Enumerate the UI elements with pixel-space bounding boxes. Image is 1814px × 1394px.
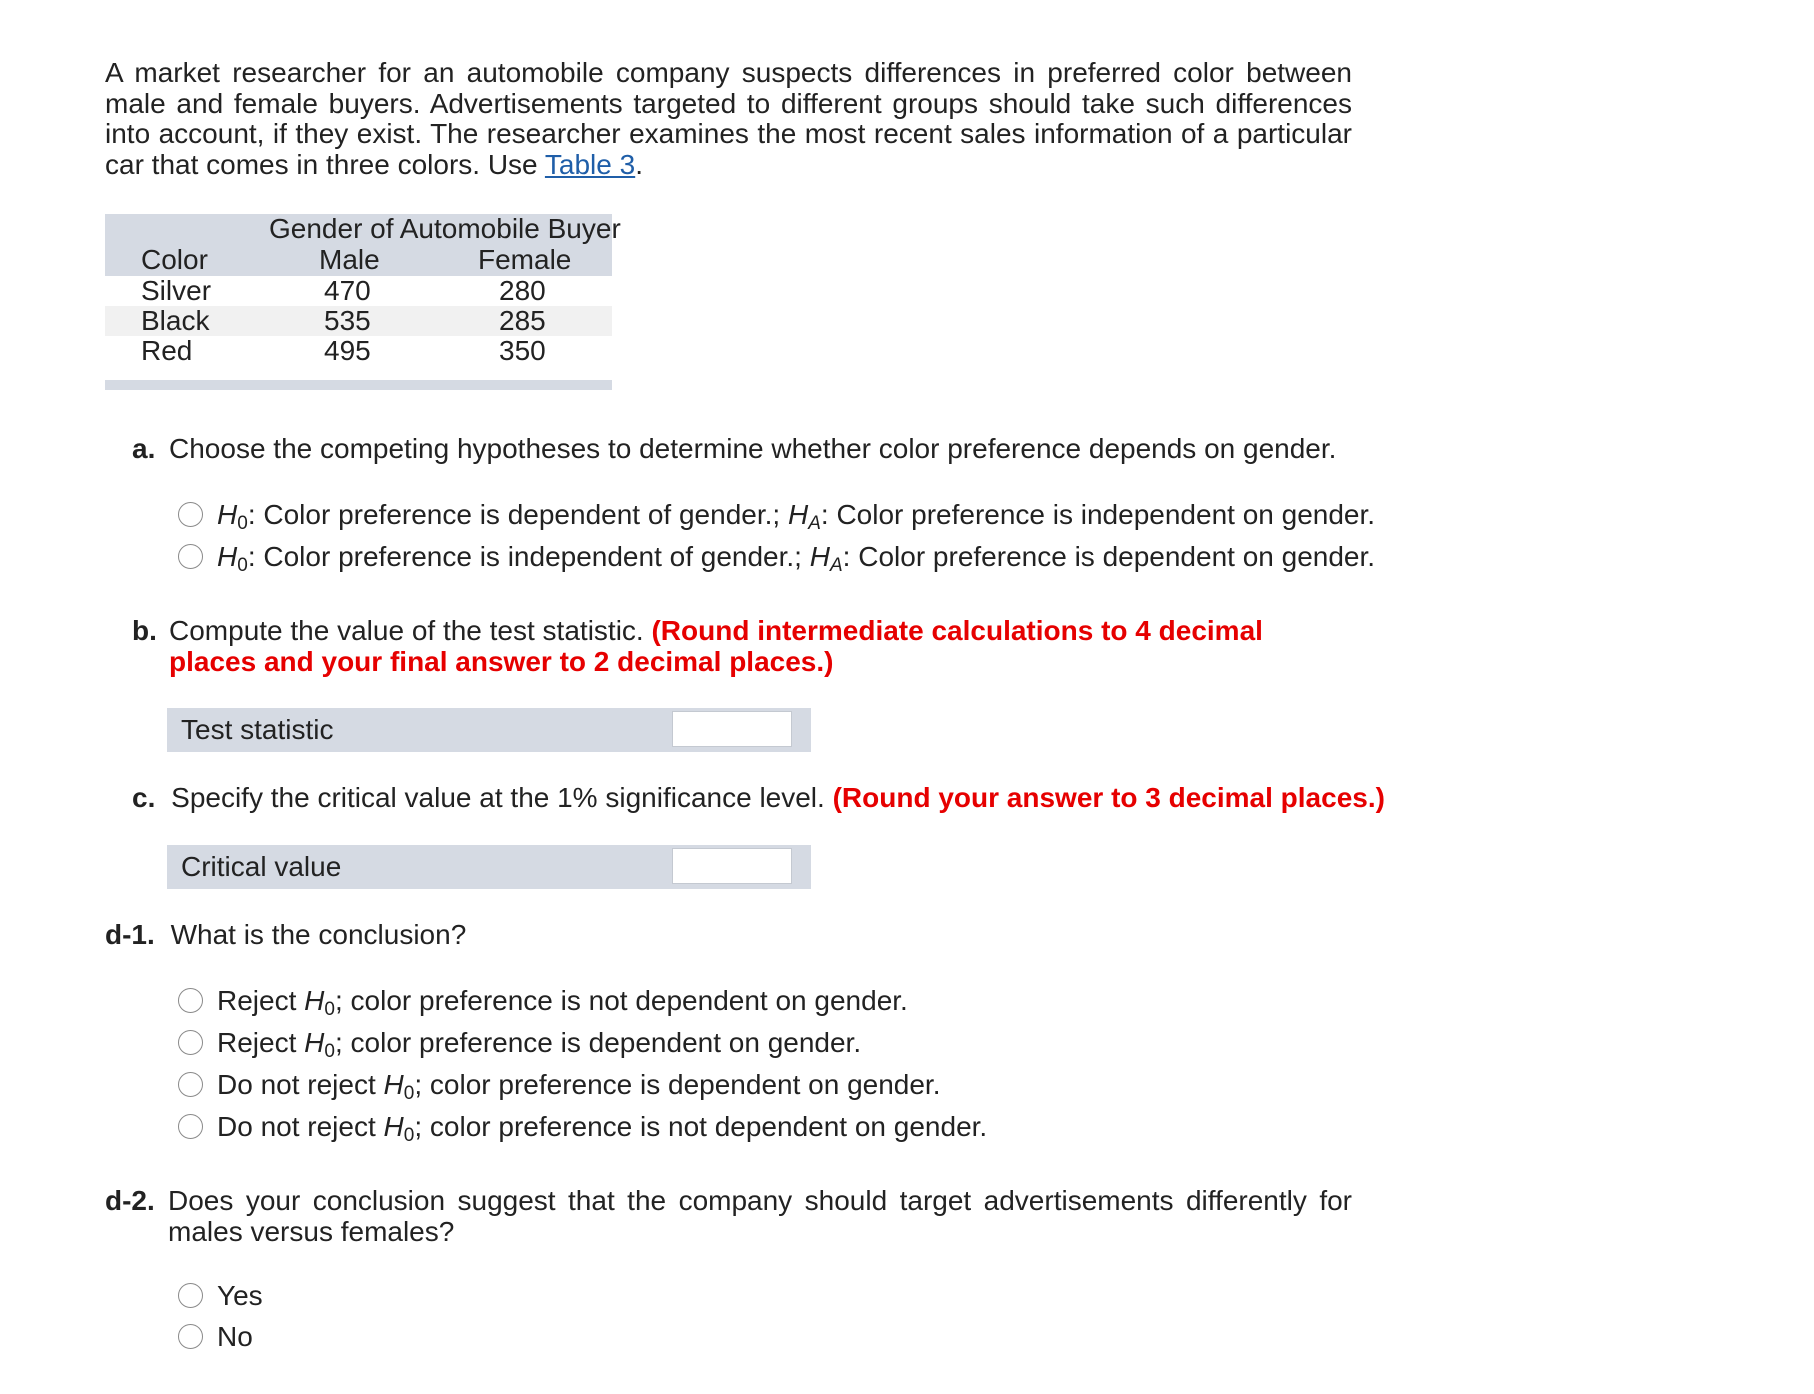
part-b-question bbox=[132, 616, 1352, 677]
critical-value-row bbox=[167, 845, 811, 889]
column-header-color: Color bbox=[141, 244, 208, 275]
part-d2-option-no[interactable]: No bbox=[178, 1318, 253, 1356]
part-b-text: Compute the value of the test statistic. bbox=[169, 615, 644, 646]
table-cell: 470 bbox=[324, 275, 371, 306]
radio-button[interactable] bbox=[178, 544, 203, 569]
intro-period: . bbox=[635, 148, 643, 180]
part-d1-option-2[interactable]: Reject $H_0$; color preference is dependent on gender. bbox=[178, 1024, 861, 1062]
radio-button[interactable] bbox=[178, 1114, 203, 1139]
part-a-text: Choose the competing hypotheses to determine whether color preference depends on gender. bbox=[169, 433, 1337, 464]
part-d2-question bbox=[105, 1186, 1352, 1247]
part-a-option-2[interactable]: $H_0$: Color preference is independent of gender.; $H_A$: Color preference is dependent on gender. bbox=[178, 538, 1375, 576]
table-cell: Red bbox=[141, 335, 193, 366]
part-a-label: a. bbox=[132, 433, 156, 464]
part-b-rounding-note: (Round intermediate calculations to 4 decimal places and your final answer to 2 decimal places.) bbox=[169, 615, 1263, 677]
test-statistic-label: Test statistic bbox=[181, 714, 334, 745]
intro-text: A market researcher for an automobile company suspects differences in preferred color between male and female buyers. Advertisements targeted to different groups should take such differences into account, if they exist. The researcher examines the most recent sales information of a particular car that comes in three colors. Use bbox=[105, 57, 1352, 180]
part-d1-question bbox=[105, 920, 466, 951]
part-c-text: Specify the critical value at the 1% significance level. bbox=[171, 782, 825, 813]
part-a-option-1[interactable]: $H_0$: Color preference is dependent of gender.; $H_A$: Color preference is independent on gender. bbox=[178, 496, 1375, 534]
part-d2-label: d-2. bbox=[105, 1185, 155, 1216]
table-3-link[interactable]: Table 3 bbox=[544, 148, 636, 180]
table-cell: Black bbox=[141, 305, 210, 336]
part-d2-text: Does your conclusion suggest that the company should target advertisements differently for males versus females? bbox=[168, 1185, 1352, 1247]
part-d1-option-3[interactable]: Do not reject $H_0$; color preference is dependent on gender. bbox=[178, 1066, 941, 1104]
radio-button[interactable] bbox=[178, 1072, 203, 1097]
table-cell: 350 bbox=[499, 335, 546, 366]
table-cell: 535 bbox=[324, 305, 371, 336]
table-footer-bar bbox=[105, 380, 612, 390]
table-group-header: Gender of Automobile Buyer bbox=[269, 213, 621, 244]
test-statistic-row bbox=[167, 708, 811, 752]
radio-button[interactable] bbox=[178, 988, 203, 1013]
column-header-female: Female bbox=[478, 244, 572, 275]
test-statistic-input[interactable] bbox=[672, 711, 792, 747]
critical-value-label: Critical value bbox=[181, 851, 342, 882]
part-a-question bbox=[132, 433, 1337, 465]
part-c-question bbox=[132, 783, 1385, 814]
column-header-male: Male bbox=[319, 244, 380, 275]
part-d1-option-1[interactable]: Reject $H_0$; color preference is not dependent on gender. bbox=[178, 982, 908, 1020]
radio-button[interactable] bbox=[178, 1283, 203, 1308]
part-b-label: b. bbox=[132, 615, 157, 646]
table-cell: 285 bbox=[499, 305, 546, 336]
part-c-rounding-note: (Round your answer to 3 decimal places.) bbox=[832, 782, 1385, 813]
part-d1-option-4[interactable]: Do not reject $H_0$; color preference is not dependent on gender. bbox=[178, 1108, 987, 1146]
part-d1-text: What is the conclusion? bbox=[170, 919, 467, 950]
table-cell: 280 bbox=[499, 275, 546, 306]
table-cell: Silver bbox=[141, 275, 212, 306]
part-c-label: c. bbox=[132, 782, 156, 813]
part-d1-label: d-1. bbox=[105, 919, 155, 950]
radio-button[interactable] bbox=[178, 1324, 203, 1349]
critical-value-input[interactable] bbox=[672, 848, 792, 884]
table-cell: 495 bbox=[324, 335, 371, 366]
data-table bbox=[105, 213, 621, 394]
radio-button[interactable] bbox=[178, 1030, 203, 1055]
intro-paragraph bbox=[105, 58, 1352, 180]
part-d2-option-yes[interactable]: Yes bbox=[178, 1277, 263, 1315]
radio-button[interactable] bbox=[178, 502, 203, 527]
